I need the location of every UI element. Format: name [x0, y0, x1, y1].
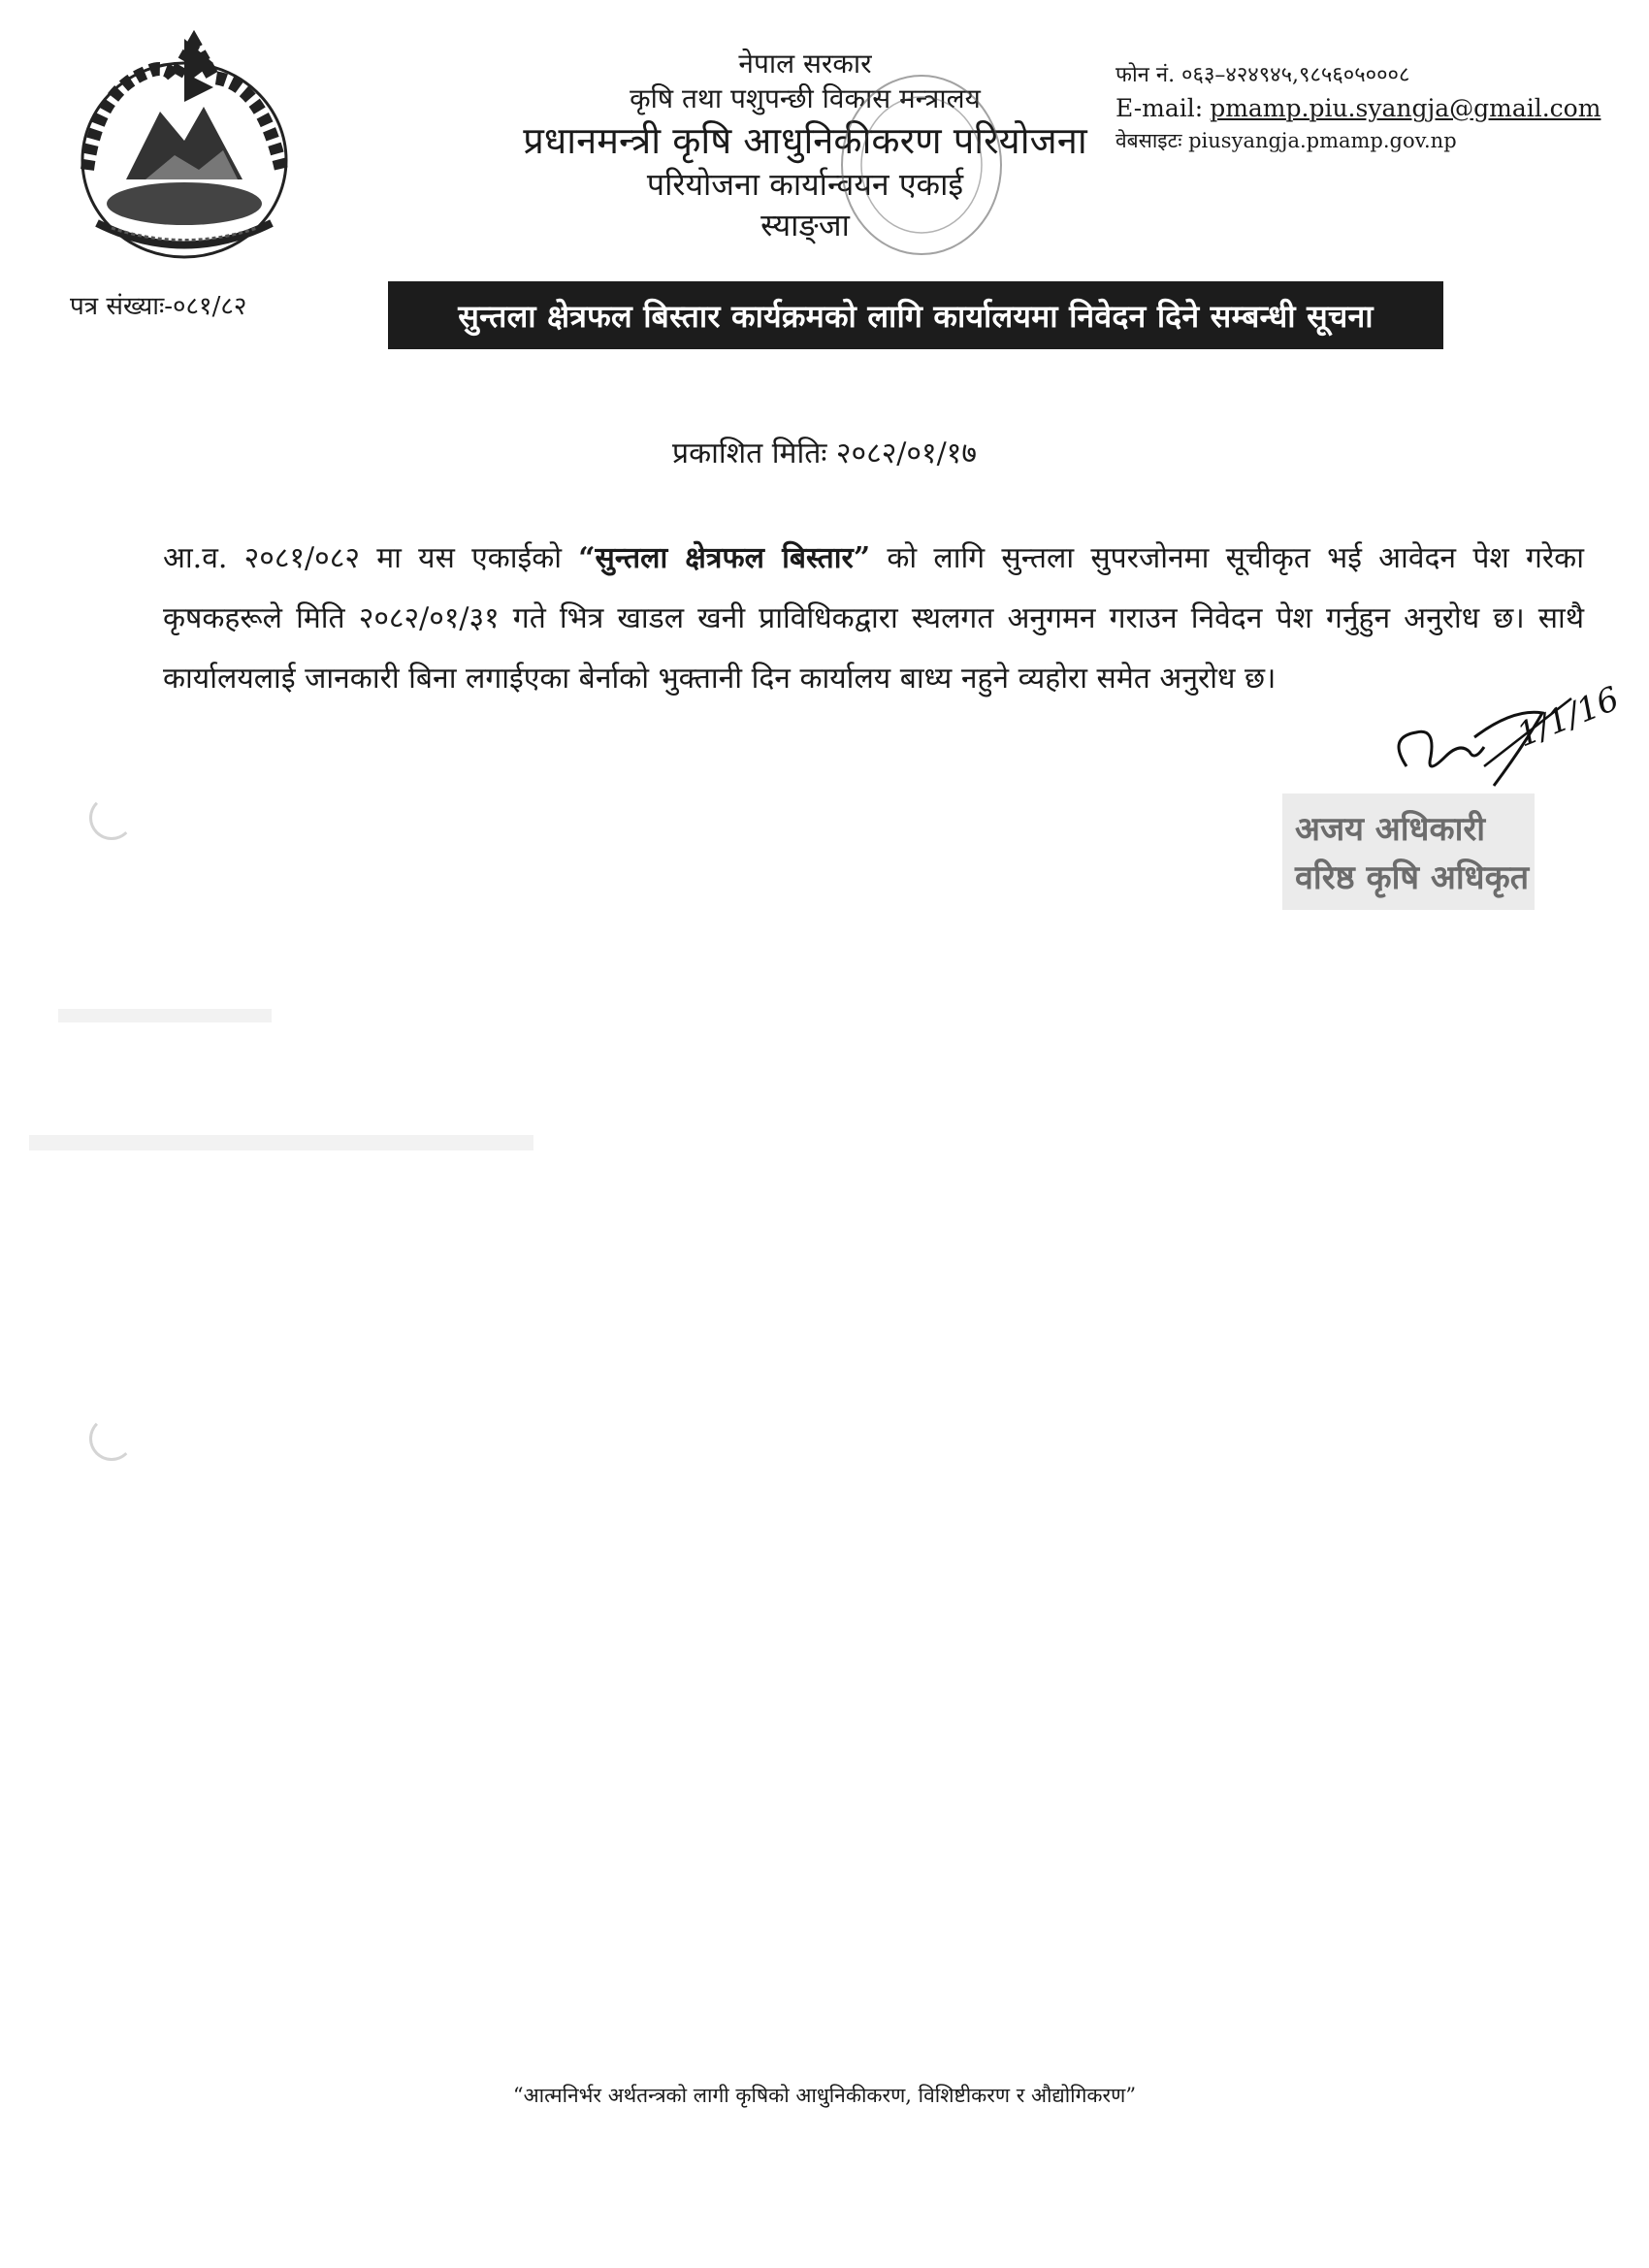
email-link[interactable]: pmamp.piu.syangja@gmail.com [1210, 93, 1601, 122]
body-highlight: “सुन्तला क्षेत्रफल बिस्तार” [578, 541, 871, 575]
phone-number: फोन नं. ०६३–४२४९४५,९८५६०५०००८ [1116, 63, 1410, 87]
body-text-part1: आ.व. २०८१/०८२ मा यस एकाईको [163, 541, 579, 575]
ministry-name: कृषि तथा पशुपन्छी विकास मन्त्रालय [630, 82, 981, 115]
notice-body [163, 529, 1584, 709]
nepal-emblem-icon [68, 34, 301, 267]
office-header [504, 47, 1106, 245]
reference-number: पत्र संख्याः-०८१/८२ [70, 292, 247, 321]
scan-mark [89, 795, 134, 840]
project-name: प्रधानमन्त्री कृषि आधुनिकीकरण परियोजना [523, 118, 1087, 162]
signatory-title: वरिष्ठ कृषि अधिकृत [1295, 859, 1530, 897]
footer-slogan: “आत्मनिर्भर अर्थतन्त्रको लागी कृषिको आधुनिकीकरण, विशिष्टीकरण र औद्योगिकरण” [512, 2084, 1137, 2107]
district-name: स्याङ्जा [760, 206, 850, 243]
notice-title-banner: सुन्तला क्षेत्रफल बिस्तार कार्यक्रमको लागि कार्यालयमा निवेदन दिने सम्बन्धी सूचना [388, 281, 1443, 349]
handwritten-signature-icon [1377, 679, 1625, 825]
handwritten-date: 1/1/16 [1511, 679, 1625, 756]
government-name: नेपाल सरकार [738, 48, 872, 80]
scan-artifact [29, 1135, 534, 1150]
office-seal-icon [834, 68, 1009, 262]
scan-artifact [58, 1009, 272, 1022]
website[interactable]: वेबसाइटः piusyangja.pmamp.gov.np [1116, 129, 1457, 153]
email-label: E-mail: [1116, 93, 1204, 122]
scan-mark [89, 1416, 134, 1461]
unit-name: परियोजना कार्यान्वयन एकाई [646, 166, 964, 204]
body-text-part2: को लागि सुन्तला सुपरजोनमा सूचीकृत भई आवेदन पेश गरेका कृषकहरूले मिति २०८२/०१/३१ गते भित्र खाडल खनी प्राविधिकद्वारा स्थलगत अनुगमन गराउन निवेदन पेश गर्नुहुन अनुरोध छ। साथै कार्यालयलाई जानकारी बिना लगाईएका बेर्नाको भुक्तानी दिन कार्यालय बाध्य नहुने व्यहोरा समेत अनुरोध छ। [163, 541, 1584, 696]
contact-info [1116, 60, 1620, 156]
signatory-name: अजय अधिकारी [1295, 810, 1486, 849]
published-date: प्रकाशित मितिः २०८२/०१/१७ [672, 437, 977, 470]
